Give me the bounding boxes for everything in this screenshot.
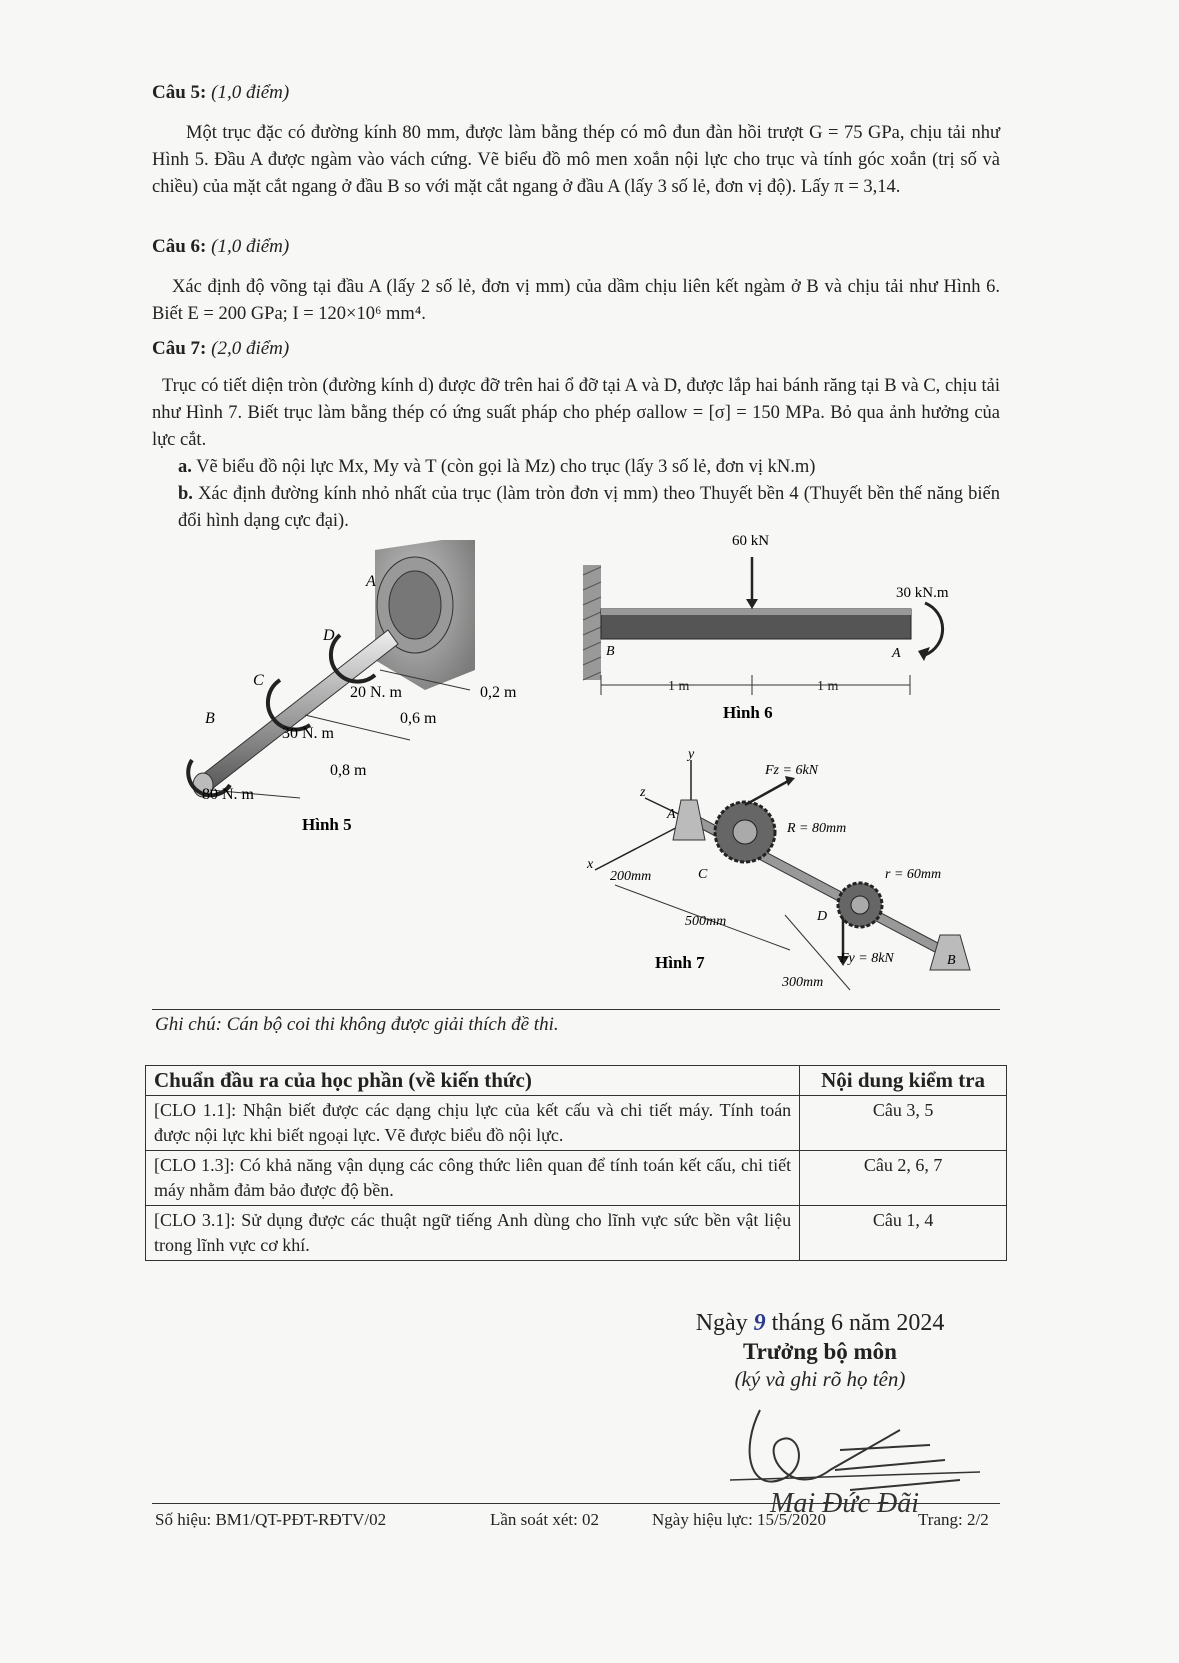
q7-part-a-label: a. [178, 457, 192, 477]
q6-heading [152, 236, 289, 258]
clo-cell: [CLO 1.1]: Nhận biết được các dạng chịu lực của kết cấu và chi tiết máy. Tính toán được nội lực khi biết ngoại lực. Vẽ được biểu đồ nội lực. [146, 1096, 800, 1151]
table-row [146, 1206, 1007, 1261]
content-cell: Câu 1, 4 [800, 1206, 1007, 1261]
fig6-moment-arrow [925, 603, 943, 655]
fig6-wall [583, 565, 601, 680]
fig7-caption: Hình 7 [655, 953, 705, 972]
fig5-torque-b: 80 N. m [202, 786, 254, 803]
table-row [146, 1151, 1007, 1206]
fig7-axis-y-label: y [688, 747, 695, 762]
signature-date [650, 1310, 990, 1337]
q7-part-b-label: b. [178, 484, 193, 504]
fig7-label-b: B [947, 953, 956, 968]
exam-note: Ghi chú: Cán bộ coi thi không được giải thích đề thi. [155, 1014, 559, 1035]
q5-text: Một trục đặc có đường kính 80 mm, được làm bằng thép có mô đun đàn hồi trượt G = 75 GPa, chịu tải như Hình 5. Đầu A được ngàm vào vách cứng. Vẽ biểu đồ mô men xoắn nội lực cho trục và tính góc xoắn (trị số và chiều) của mặt cắt ngang ở đầu B so với mặt cắt ngang ở đầu A (lấy 3 số lẻ, đơn vị độ). Lấy π = 3,14. [152, 123, 1000, 197]
fig5-label-b: B [205, 710, 215, 727]
q7-part-b-text: Xác định đường kính nhỏ nhất của trục (làm tròn đơn vị mm) theo Thuyết bền 4 (Thuyết bền thế năng biến đổi hình dạng cực đại). [178, 484, 1000, 531]
fig5-flange-inner [389, 571, 441, 639]
fig6-span-1: 1 m [668, 679, 690, 694]
fig7-fz-arrow [745, 780, 790, 805]
q7-points: (2,0 điểm) [211, 338, 290, 359]
footer-code: Số hiệu: BM1/QT-PĐT-RĐTV/02 [155, 1510, 387, 1529]
q7-part-a [178, 454, 1000, 481]
clo-cell: [CLO 1.3]: Có khả năng vận dụng các công thức liên quan để tính toán kết cấu, chi tiết máy nhằm đảm bảo được độ bền. [146, 1151, 800, 1206]
fig5-torque-d: 20 N. m [350, 684, 402, 701]
q7-part-a-text: Vẽ biểu đồ nội lực Mx, My và T (còn gọi là Mz) cho trục (lấy 3 số lẻ, đơn vị kN.m) [196, 457, 816, 477]
fig6-force-label: 60 kN [732, 533, 770, 549]
fig5-len-cd: 0,6 m [400, 710, 437, 727]
fig6-span-2: 1 m [817, 679, 839, 694]
fig7-len-1: 200mm [610, 869, 652, 884]
q5-label: Câu 5: [152, 82, 207, 103]
footer-revision: Lần soát xét: 02 [490, 1510, 600, 1529]
fig7-r-big-label: R = 80mm [787, 821, 847, 836]
q5-points: (1,0 điểm) [211, 82, 290, 103]
fig7-label-a: A [667, 807, 676, 822]
fig7-axis-x-label: x [587, 857, 594, 872]
fig7-fz-label: Fz = 6kN [765, 763, 818, 778]
figure-6 [580, 525, 1000, 725]
q6-label: Câu 6: [152, 236, 207, 257]
figure-5 [170, 540, 570, 860]
fig7-label-d: D [817, 909, 828, 924]
fig7-axis-z-label: z [640, 785, 646, 800]
fig5-shaft [198, 630, 398, 792]
fig5-len-bc: 0,8 m [330, 762, 367, 779]
fig7-len-3: 300mm [782, 975, 824, 990]
footer-page: Trang: 2/2 [918, 1510, 989, 1529]
footer-divider [152, 1503, 1000, 1504]
content-cell: Câu 3, 5 [800, 1096, 1007, 1151]
fig5-caption: Hình 5 [302, 815, 352, 834]
q7-label: Câu 7: [152, 338, 207, 359]
fig6-beam-flange [601, 609, 911, 615]
fig7-label-c: C [698, 867, 708, 882]
clo-header-right: Nội dung kiểm tra [800, 1066, 1007, 1096]
q5-heading [152, 82, 289, 104]
q7-heading [152, 338, 289, 360]
footer-effective-date: Ngày hiệu lực: 15/5/2020 [652, 1510, 826, 1529]
table-row [146, 1096, 1007, 1151]
note-divider [152, 1009, 1000, 1010]
signature-instruction: (ký và ghi rõ họ tên) [734, 1367, 906, 1391]
signature-block [650, 1310, 990, 1392]
date-prefix: Ngày [695, 1310, 748, 1336]
fig6-force-arrowhead [746, 599, 758, 609]
fig6-caption: Hình 6 [723, 703, 773, 722]
fig7-r-small-label: r = 60mm [885, 867, 942, 882]
figure-7 [585, 740, 1005, 1000]
clo-table-header [146, 1066, 1007, 1096]
q6-points: (1,0 điểm) [211, 236, 290, 257]
fig5-label-d: D [323, 627, 335, 644]
fig7-fy-label: Fy = 8kN [840, 951, 894, 966]
fig7-bearing-a [673, 800, 705, 840]
signature-name: Mai Đức Đãi [770, 1488, 920, 1519]
signature-underline [730, 1472, 980, 1480]
content-cell: Câu 2, 6, 7 [800, 1151, 1007, 1206]
fig5-label-a: A [366, 573, 376, 590]
date-rest: tháng 6 năm 2024 [771, 1310, 945, 1336]
fig5-label-c: C [253, 672, 264, 689]
clo-table [145, 1065, 1007, 1261]
fig6-label-a: A [892, 646, 901, 661]
date-day: 9 [753, 1310, 766, 1336]
clo-header-left: Chuẩn đầu ra của học phần (về kiến thức) [146, 1066, 800, 1096]
fig5-len-da: 0,2 m [480, 684, 517, 701]
handwritten-signature [700, 1390, 1020, 1530]
q7-text: Trục có tiết diện tròn (đường kính d) được đỡ trên hai ổ đỡ tại A và D, được lắp hai bánh răng tại B và C, chịu tải như Hình 7. Biết trục làm bằng thép có ứng suất pháp cho phép σallow = [σ] = 150 MPa. Bỏ qua ảnh hưởng của lực cắt. [152, 376, 1000, 450]
fig6-moment-label: 30 kN.m [896, 585, 949, 601]
clo-cell: [CLO 3.1]: Sử dụng được các thuật ngữ tiếng Anh dùng cho lĩnh vực sức bền vật liệu trong lĩnh vực cơ khí. [146, 1206, 800, 1261]
fig5-torque-c: 30 N. m [282, 725, 334, 742]
fig6-label-b: B [606, 644, 615, 659]
q6-text: Xác định độ võng tại đầu A (lấy 2 số lẻ, đơn vị mm) của dầm chịu liên kết ngàm ở B và chịu tải như Hình 6. Biết E = 200 GPa; I = 120×10⁶ mm⁴. [152, 277, 1000, 324]
signature-title: Trưởng bộ môn [743, 1339, 897, 1364]
fig7-len-2: 500mm [685, 914, 727, 929]
